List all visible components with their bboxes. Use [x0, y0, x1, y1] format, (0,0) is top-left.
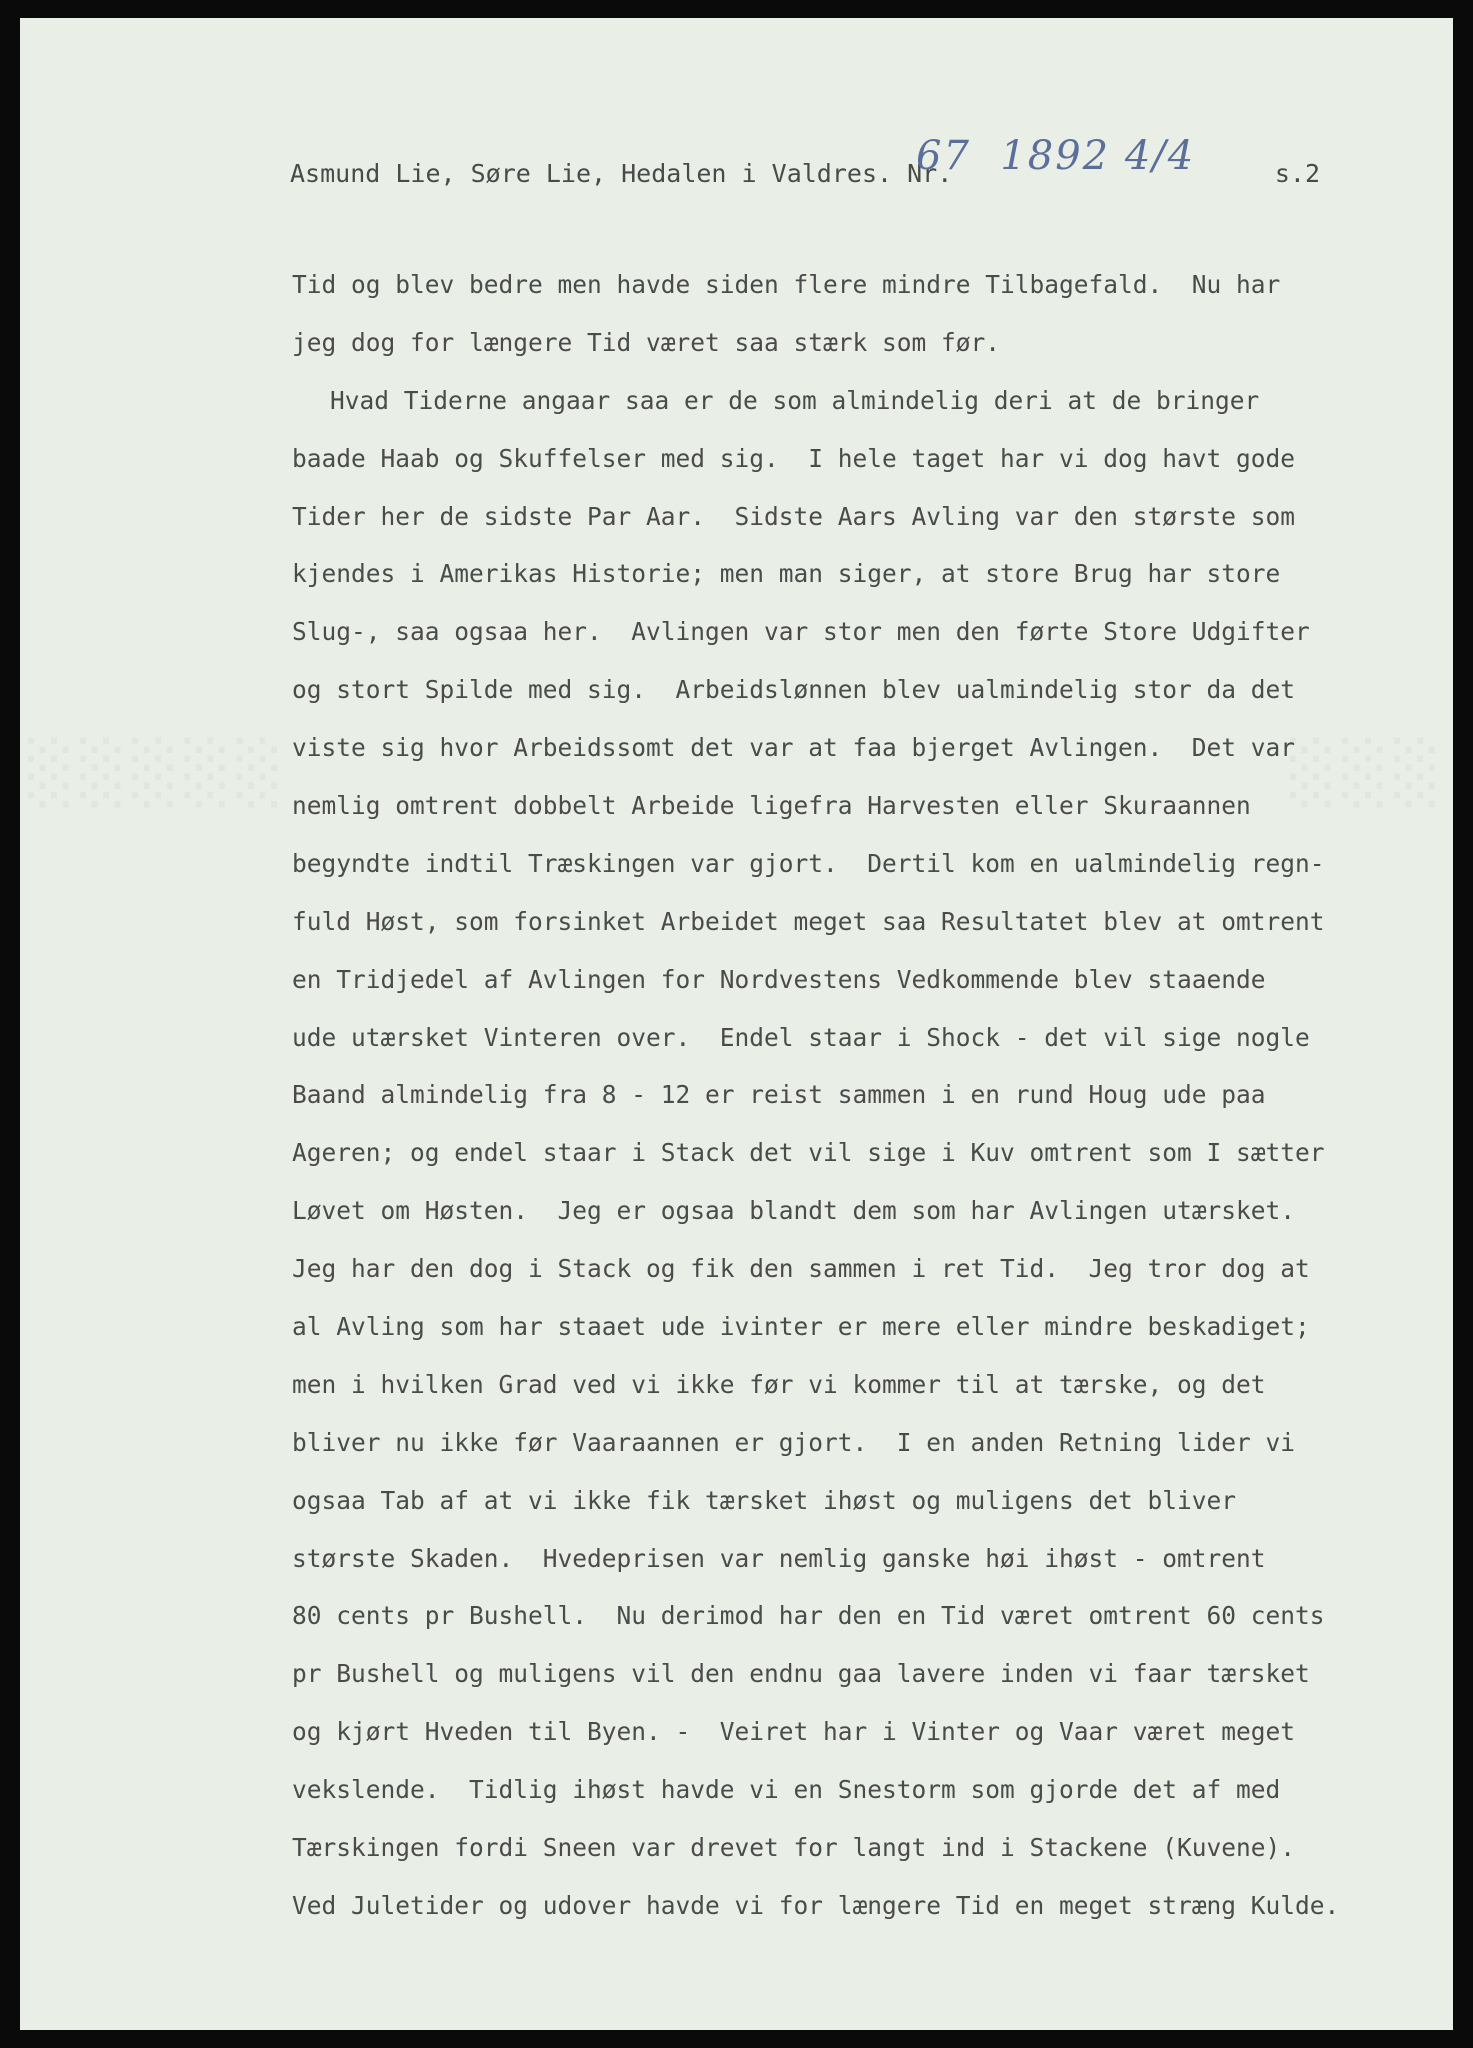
text-line: kjendes i Amerikas Historie; men man siger, at store Brug har store — [292, 559, 1281, 589]
text-line: viste sig hvor Arbeidssomt det var at faa bjerget Avlingen. Det var — [292, 733, 1296, 763]
text-line: og kjørt Hveden til Byen. - Veiret har i Vinter og Vaar været meget — [292, 1717, 1296, 1747]
text-line: begyndte indtil Træskingen var gjort. Dertil kom en ualmindelig regn- — [292, 848, 1325, 878]
text-line: men i hvilken Grad ved vi ikke før vi kommer til at tærske, og det — [292, 1369, 1266, 1399]
bleed-through-shadow: ░░░ — [1290, 738, 1447, 808]
text-line: Tider her de sidste Par Aar. Sidste Aars Avling var den største som — [292, 501, 1296, 531]
text-line: ude utærsket Vinteren over. Endel staar i Shock - det vil sige nogle — [292, 1022, 1310, 1052]
text-line: Ved Juletider og udover havde vi for længere Tid en meget stræng Kulde. — [292, 1890, 1340, 1920]
text-line: al Avling som har staaet ude ivinter er mere eller mindre beskadiget; — [292, 1312, 1310, 1342]
text-line: bliver nu ikke før Vaaraannen er gjort. I en anden Retning lider vi — [292, 1427, 1296, 1457]
text-line: største Skaden. Hvedeprisen var nemlig ganske høi ihøst - omtrent — [292, 1543, 1266, 1573]
bleed-through-shadow: ░░░░░ — [28, 738, 289, 808]
text-line: Ageren; og endel staar i Stack det vil sige i Kuv omtrent som I sætter — [292, 1138, 1325, 1168]
text-line: fuld Høst, som forsinket Arbeidet meget saa Resultatet blev at omtrent — [292, 906, 1325, 936]
text-line: Baand almindelig fra 8 - 12 er reist sammen i en rund Houg ude paa — [292, 1080, 1266, 1110]
text-line: 80 cents pr Bushell. Nu derimod har den en Tid været omtrent 60 cents — [292, 1601, 1325, 1631]
document-page — [20, 18, 1453, 2030]
page-number: s.2 — [1274, 159, 1320, 188]
text-line: Slug-, saa ogsaa her. Avlingen var stor men den førte Store Udgifter — [292, 617, 1310, 647]
text-line: pr Bushell og muligens vil den endnu gaa lavere inden vi faar tærsket — [292, 1659, 1310, 1689]
text-line: jeg dog for længere Tid været saa stærk som før. — [292, 327, 1001, 357]
text-line-paragraph-start: Hvad Tiderne angaar saa er de som almindelig deri at de bringer — [330, 385, 1260, 415]
text-line: ogsaa Tab af at vi ikke fik tærsket ihøst og muligens det bliver — [292, 1485, 1237, 1515]
text-line: Løvet om Høsten. Jeg er ogsaa blandt dem som har Avlingen utærsket. — [292, 1196, 1296, 1226]
handwritten-number-date: 67 1892 4/4 — [916, 133, 1196, 179]
text-line: Tærskingen fordi Sneen var drevet for langt ind i Stackene (Kuvene). — [292, 1833, 1296, 1863]
text-line: og stort Spilde med sig. Arbeidslønnen blev ualmindelig stor da det — [292, 675, 1296, 705]
letter-header — [290, 133, 1320, 193]
text-line: en Tridjedel af Avlingen for Nordvestens Vedkommende blev staaende — [292, 964, 1266, 994]
text-line: Tid og blev bedre men havde siden flere mindre Tilbagefald. Nu har — [292, 270, 1281, 299]
letter-body — [292, 256, 1340, 1935]
text-line: nemlig omtrent dobbelt Arbeide ligefra Harvesten eller Skuraannen — [292, 791, 1251, 821]
text-line: vekslende. Tidlig ihøst havde vi en Snestorm som gjorde det af med — [292, 1775, 1281, 1805]
text-line: Jeg har den dog i Stack og fik den sammen i ret Tid. Jeg tror dog at — [292, 1254, 1310, 1284]
text-line: baade Haab og Skuffelser med sig. I hele taget har vi dog havt gode — [292, 443, 1296, 473]
header-author-location: Asmund Lie, Søre Lie, Hedalen i Valdres. Nr. — [290, 159, 953, 188]
